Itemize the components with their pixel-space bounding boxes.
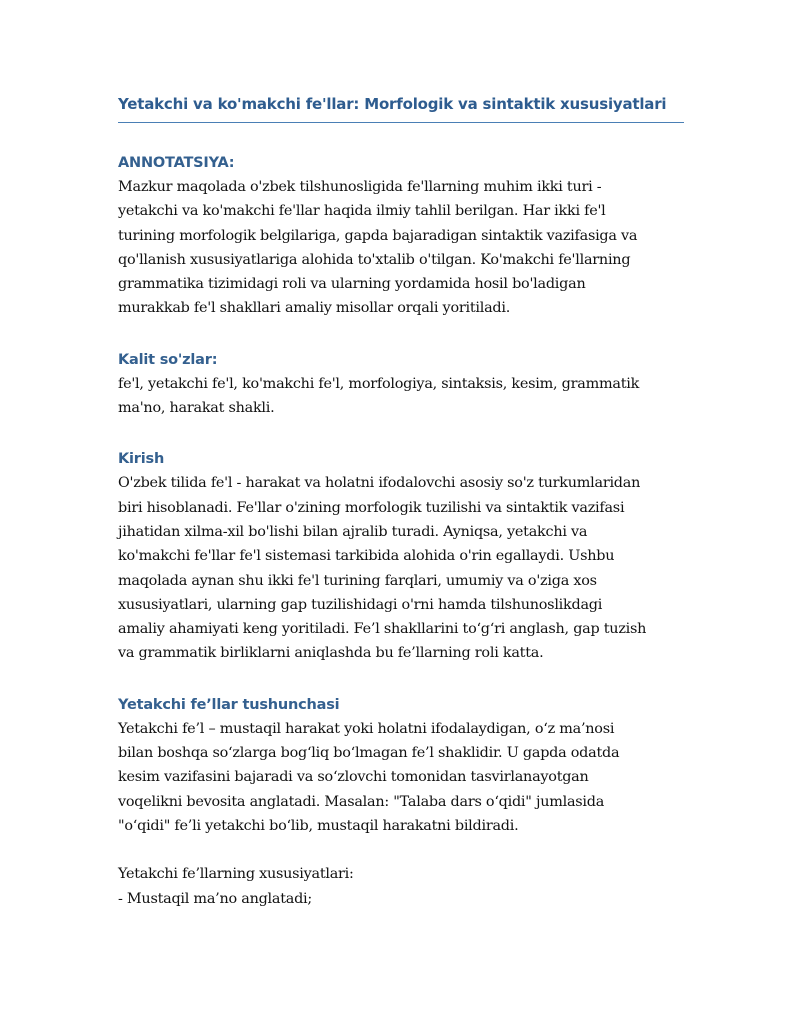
paragraph-line: "o‘qidi" fe’li yetakchi bo‘lib, mustaqil harakatni bildiradi. [118,817,519,834]
paragraph-line: voqelikni bevosita anglatadi. Masalan: "Talaba dars o‘qidi" jumlasida [118,793,605,810]
paragraph-line: yetakchi va ko'makchi fe'llar haqida ilmiy tahlil berilgan. Har ikki fe'l [118,203,606,220]
paragraph-line: ko'makchi fe'llar fe'l sistemasi tarkibida alohida o'rin egallaydi. Ushbu [118,548,615,565]
paragraph-line: Mazkur maqolada o'zbek tilshunosligida fe'llarning muhim ikki turi - [118,179,602,195]
paragraph-line: bilan boshqa so‘zlarga bog‘liq bo‘lmagan fe’l shaklidir. U gapda odatda [118,745,620,762]
annotation-paragraph [118,175,684,321]
paragraph-line: kesim vazifasini bajaradi va so‘zlovchi tomonidan tasvirlanayotgan [118,769,589,786]
features-list [118,862,684,911]
keywords-heading: Kalit so'zlar: [118,351,218,368]
introduction-paragraph [118,471,684,665]
paragraph-line: O'zbek tilida fe'l - harakat va holatni ifodalovchi asosiy so'z turkumlaridan [118,475,641,492]
paragraph-line: maqolada aynan shu ikki fe'l turining farqlari, umumiy va o'ziga xos [118,572,597,589]
keywords-paragraph [118,372,684,421]
paragraph-line: murakkab fe'l shakllari amaliy misollar orqali yoritiladi. [118,300,511,317]
paragraph-line: ma'no, harakat shakli. [118,400,275,417]
leading-verbs-paragraph [118,717,684,838]
paragraph-line: Yetakchi fe’l – mustaqil harakat yoki holatni ifodalaydigan, o‘z ma’nosi [118,720,615,737]
paragraph-line: biri hisoblanadi. Fe'llar o'zining morfologik tuzilishi va sintaktik vazifasi [118,499,625,516]
leading-verbs-section [118,693,684,911]
introduction-heading: Kirish [118,451,165,468]
document-title: Yetakchi va ko'makchi fe'llar: Morfologik va sintaktik xususiyatlari [118,92,684,123]
paragraph-line: grammatika tizimidagi roli va ularning yordamida hosil bo'ladigan [118,276,586,293]
paragraph-line: jihatidan xilma-xil bo'lishi bilan ajralib turadi. Ayniqsa, yetakchi va [118,523,588,540]
annotation-section [118,151,684,321]
introduction-section [118,447,684,665]
paragraph-line: xususiyatlari, ularning gap tuzilishidagi o'rni hamda tilshunoslikdagi [118,596,603,613]
paragraph-line: turining morfologik belgilariga, gapda bajaradigan sintaktik vazifasiga va [118,227,638,244]
leading-verbs-heading: Yetakchi fe’llar tushunchasi [118,696,340,713]
paragraph-line: va grammatik birliklarni aniqlashda bu fe’llarning roli katta. [118,645,544,662]
keywords-section [118,348,684,421]
paragraph-line: amaliy ahamiyati keng yoritiladi. Fe’l shakllarini to‘g‘ri anglash, gap tuzish [118,621,647,638]
list-intro: Yetakchi fe’llarning xususiyatlari: [118,866,354,883]
paragraph-line: fe'l, yetakchi fe'l, ko'makchi fe'l, morfologiya, sintaksis, kesim, grammatik [118,375,640,392]
paragraph-line: qo'llanish xususiyatlariga alohida to'xtalib o'tilgan. Ko'makchi fe'llarning [118,251,631,268]
document-page [118,92,684,911]
annotation-heading: ANNOTATSIYA: [118,155,235,171]
list-item: - Mustaqil ma’no anglatadi; [118,890,313,907]
